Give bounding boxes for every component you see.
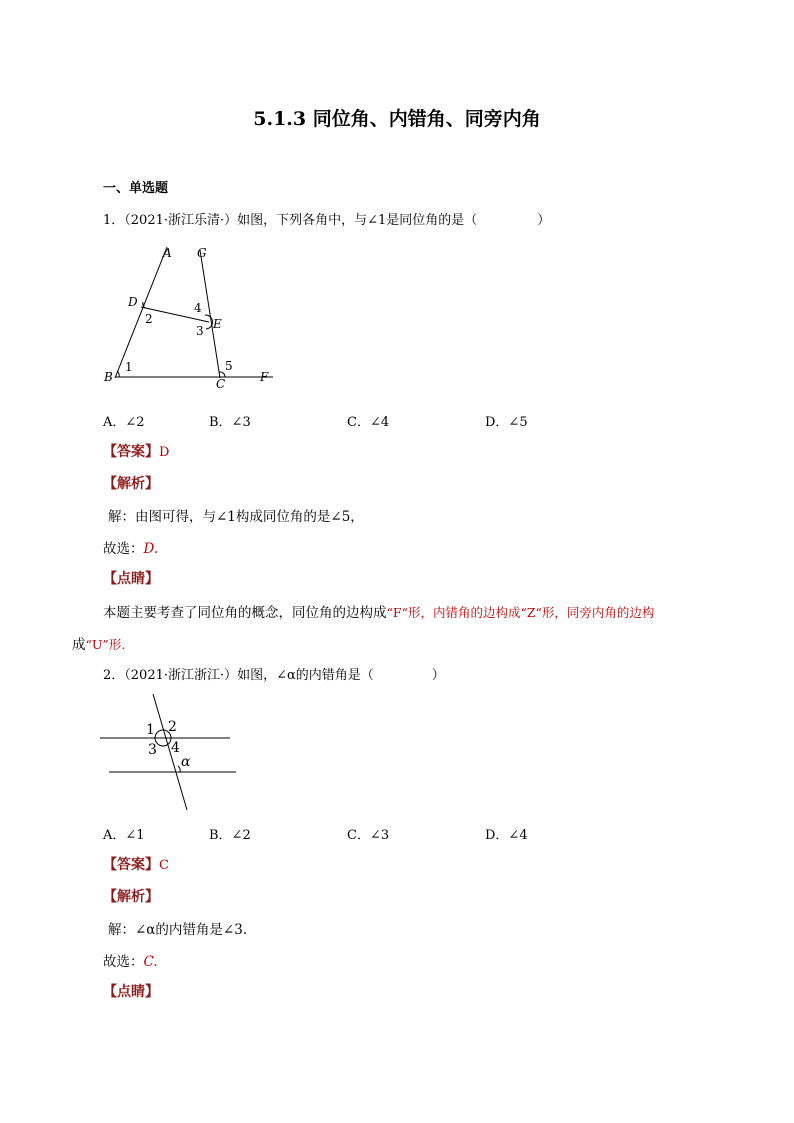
q1-stem-prefix: 1．（2021·浙江乐清·）如图，下列各角中，与∠1是同位角的是（ [103, 213, 478, 228]
label-g: G [197, 246, 207, 260]
q2-option-c: C．∠3 [347, 828, 390, 843]
arc-1 [117, 371, 119, 377]
q1-option-d: D．∠5 [485, 415, 528, 430]
label-d: D [128, 295, 138, 309]
q2-answer [103, 854, 169, 874]
q1-figure [95, 240, 285, 390]
label-a: A [163, 246, 172, 260]
q1-comment-line2 [72, 633, 125, 653]
q1-analysis-line: 解：由图可得，与∠1构成同位角的是∠5， [108, 509, 364, 525]
label-3: 3 [148, 742, 157, 758]
q2-stem-prefix: 2．（2021·浙江浙江·）如图，∠α的内错角是（ [103, 668, 374, 683]
line-ab [115, 247, 167, 378]
q1-stem [103, 209, 550, 228]
q1-answer-tag: 【答案】 [103, 444, 159, 460]
q1-answer-value: D [159, 445, 170, 460]
q1-option-c: C．∠4 [347, 415, 390, 430]
q1-analysis-tag: 【解析】 [103, 476, 159, 492]
label-2: 2 [145, 312, 153, 326]
label-e: E [213, 317, 222, 331]
label-4: 4 [194, 301, 202, 315]
q2-choose-prefix: 故选： [103, 954, 144, 970]
q2-figure [95, 690, 245, 815]
q1-stem-suffix: ） [537, 213, 551, 228]
section-heading: 一、单选题 [103, 181, 169, 196]
q2-stem-suffix: ） [431, 668, 445, 683]
q1-option-b: B．∠3 [209, 415, 251, 430]
label-3: 3 [196, 324, 204, 338]
q2-option-d: D．∠4 [485, 828, 528, 843]
q2-option-a: A．∠1 [103, 828, 145, 843]
label-alpha: α [181, 754, 191, 770]
q2-stem [103, 664, 445, 683]
q2-option-b: B．∠2 [209, 828, 251, 843]
q1-comment-1b: “F“形，内错角的边构成“Z“形，同旁内角的边构 [386, 605, 655, 620]
label-f: F [260, 370, 269, 384]
line-gc [200, 250, 220, 378]
q2-answer-value: C [159, 858, 169, 873]
q2-answer-tag: 【答案】 [103, 857, 159, 873]
label-5: 5 [225, 359, 233, 373]
q1-comment-tag: 【点睛】 [103, 571, 159, 587]
label-1: 1 [125, 360, 133, 374]
q1-comment-1a: 本题主要考查了同位角的概念，同位角的边构成 [103, 605, 387, 621]
label-1: 1 [146, 722, 155, 738]
label-c: C [216, 377, 226, 390]
q1-answer [103, 441, 169, 461]
arc-alpha [178, 766, 180, 772]
q1-choose-value: D. [143, 541, 159, 557]
q2-analysis-line: 解：∠α的内错角是∠3． [108, 922, 257, 938]
label-b: B [104, 370, 113, 384]
q1-option-a: A．∠2 [103, 415, 145, 430]
page-title: 5.1.3 同位角、内错角、同旁内角 [253, 108, 541, 130]
q1-comment-2a: 成 [72, 637, 86, 653]
q2-choose-value: C. [143, 954, 158, 970]
q2-analysis-tag: 【解析】 [103, 889, 159, 905]
q1-choose-prefix: 故选： [103, 541, 144, 557]
label-4: 4 [171, 740, 180, 756]
q2-choose [103, 950, 158, 970]
q1-choose [103, 537, 158, 557]
line-transversal [153, 694, 187, 810]
label-2: 2 [168, 719, 177, 735]
q2-comment-tag: 【点睛】 [103, 984, 159, 1000]
q1-comment-2b: “U”形. [85, 637, 126, 652]
q1-comment-line1 [103, 601, 654, 621]
